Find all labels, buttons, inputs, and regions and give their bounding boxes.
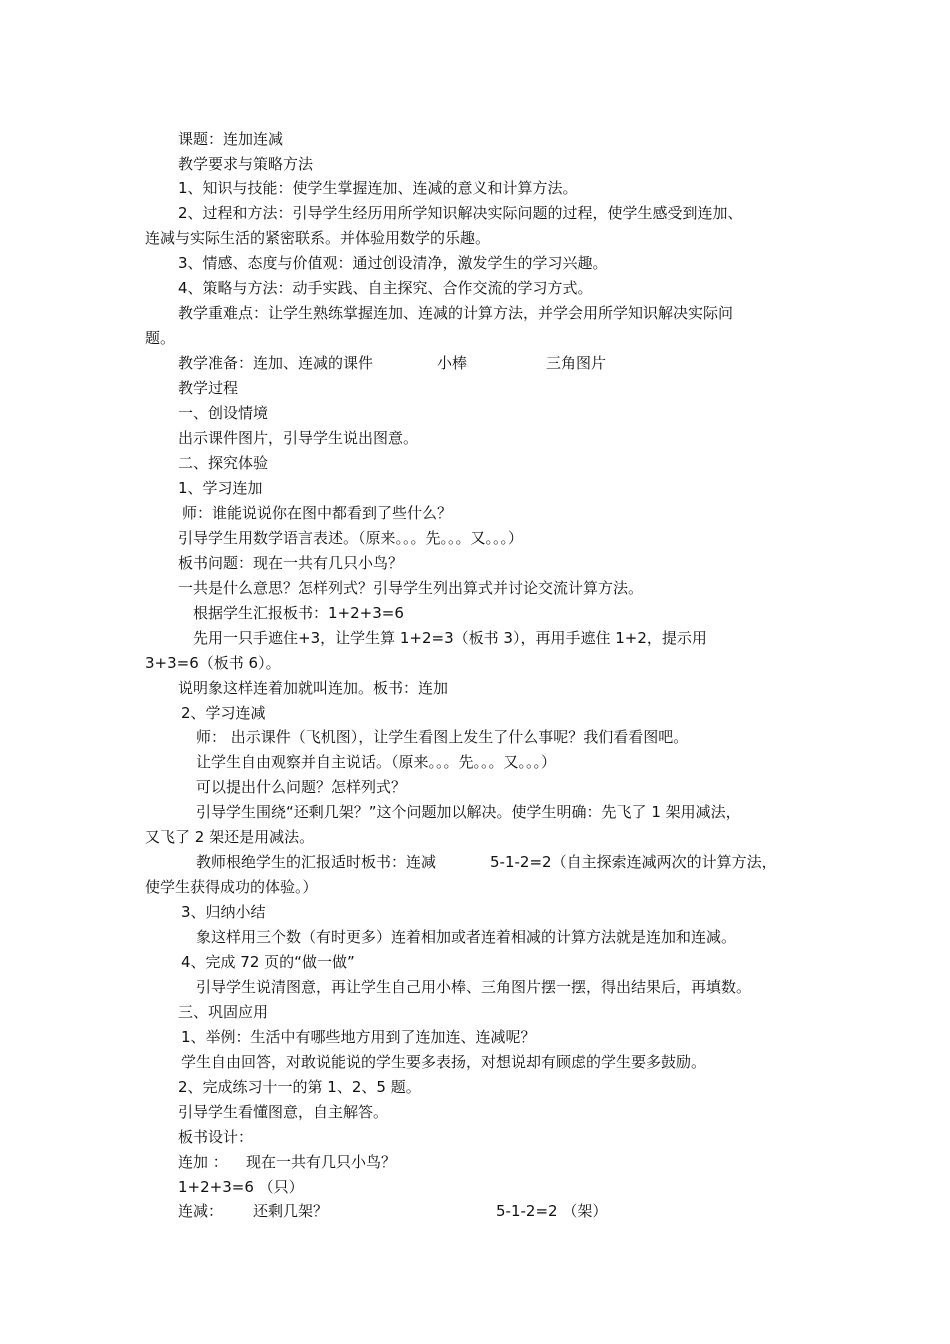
board-design-addition: 连加 ： 现在一共有几只小鸟？ xyxy=(178,1153,397,1171)
teaching-preparation: 教学准备：连加、连减的课件 小棒 三角图片 xyxy=(178,354,607,372)
board-writing-subtraction: 教师根绝学生的汇报适时板书：连减 5-1-2=2（自主探索连减两次的计算方法， xyxy=(196,853,777,871)
board-design-subtraction: 连减： 还剩几架？ 5-1-2=2 （架） xyxy=(178,1202,608,1220)
document-page: 课题：连加连减 教学要求与策略方法 1、知识与技能：使学生掌握连加、连减的意义和计算方法。 2、过程和方法：引导学生经历用所学知识解决实际问题的过程，使学生感受到连加、 连减与实际生活的紧密联系。并体验用数学的乐趣。 3、情感、态度与价值观：通过创设清净，激发学生的学习兴趣。 4、策略与方法：动手实践、自主探究、合作交流的学习方式。 教学重难点：让学生熟练掌握连加、连减的计算方法，并学会用所学知识解决实际问 题。 教学准备：连加、连减的课件 小棒 三角图片 教学过程 一、创设情境 出示课件图片，引导学生说出图意。 二、探究体验 1、学习连加 师：谁能说说你在图中都看到了些什么？ 引导学生用数学语言表述。（原来。。。先。。。又。。。） 板书问题：现在一共有几只小鸟？ 一共是什么意思？怎样列式？引导学生列出算式并讨论交流计算方法。 根据学生汇报板书：1+2+3=6 先用一只手遮住+3，让学生算 1+2=3（板书 3），再用手遮住 1+2，提示用 3+3=6（板书 6）。 说明象这样连着加就叫连加。板书：连加 2、学习连减 师： 出示课件（飞机图），让学生看图上发生了什么事呢？我们看看图吧。 让学生自由观察并自主说话。（原来。。。先。。。又。。。） 可以提出什么问题？怎样列式？ 引导学生围绕“还剩几架？”这个问题加以解决。使学生明确：先飞了 1 架用减法， 又飞了 2 架还是用减法。 教师根绝学生的汇报适时板书：连减 5-1-2=2（自主探索连减两次的计算方法， 使学生获得成功的体验。） 3、归纳小结 象这样用三个数（有时更多）连着相加或者连着相减的计算方法就是连加和连减。 4、完成 72 页的“做一做” 引导学生说清图意，再让学生自己用小棒、三角图片摆一摆，得出结果后，再填数。 三、巩固应用 1、举例：生活中有哪些地方用到了连加连、连减呢？ 学生自由回答，对敢说能说的学生要多表扬，对想说却有顾虑的学生要多鼓励。 2、完成练习十一的第 1、2、5 题。 引导学生看懂图意，自主解答。 板书设计： 连加 ： 现在一共有几只小鸟？ 1+2+3=6 （只） 连减： 还剩几架？ 5-1-2=2 （架） xyxy=(0,0,950,1344)
